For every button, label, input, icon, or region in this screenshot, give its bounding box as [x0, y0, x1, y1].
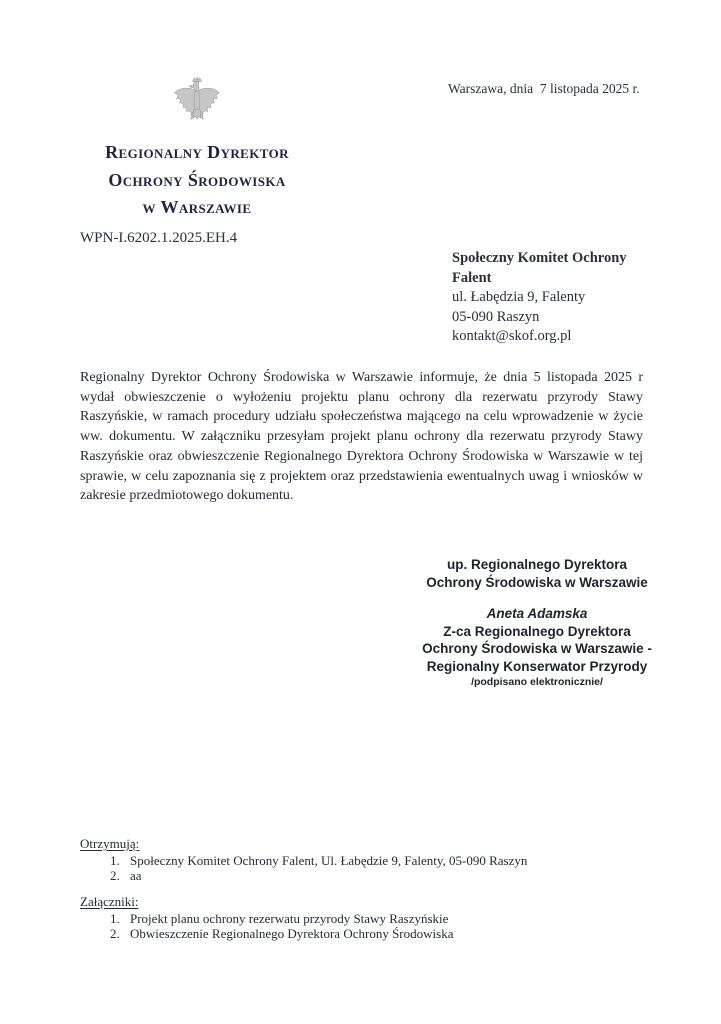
org-title-line-2: Ochrony Środowiska	[108, 169, 286, 190]
date-line: Warszawa, dnia 7 listopada 2025 r.	[448, 81, 640, 96]
recipient-city: 05-090 Raszyn	[452, 308, 540, 325]
recipient-block	[452, 249, 627, 347]
attachments-list-heading: Załączniki:	[80, 894, 139, 909]
signature-block	[370, 556, 704, 689]
org-title	[52, 139, 342, 222]
signature-authority-line-1: up. Regionalnego Dyrektora	[446, 557, 628, 572]
attachments-list	[80, 894, 453, 942]
recipient-name-line-1: Społeczny Komitet Ochrony	[452, 250, 627, 266]
org-title-line-3: w Warszawie	[142, 197, 252, 217]
signed-electronically-note: /podpisano elektronicznie/	[471, 676, 603, 688]
list-item: 2. aa	[123, 868, 527, 884]
list-item: 2. Obwieszczenie Regionalnego Dyrektora Ochrony Środowiska	[123, 926, 453, 942]
polish-eagle-icon	[170, 74, 224, 130]
list-item: 1. Projekt planu ochrony rezerwatu przyrody Stawy Raszyńskie	[123, 911, 453, 927]
list-item: 1. Społeczny Komitet Ochrony Falent, Ul. Łabędzie 9, Falenty, 05-090 Raszyn	[123, 853, 527, 869]
signer-title-line-2: Ochrony Środowiska w Warszawie -	[422, 641, 652, 656]
reference-number: WPN-I.6202.1.2025.EH.4	[80, 230, 238, 246]
signer-title-line-1: Z-ca Regionalnego Dyrektora	[443, 623, 631, 639]
recipients-list-items	[80, 853, 527, 884]
body-paragraph: Regionalny Dyrektor Ochrony Środowiska w Warszawie informuje, że dnia 5 listopada 2025 r wydał obwieszczenie o wyłożeniu projektu planu ochrony dla rezerwatu przyrody Stawy Raszyńskie, w ramach procedury udziału społeczeństwa mającego na celu wprowadzenie w życie ww. dokumentu. W załączniku przesyłam projekt planu ochrony dla rezerwatu przyrody Stawy Raszyńskie oraz obwieszczenie Regionalnego Dyrektora Ochrony Środowiska w Warszawie w tej sprawie, w celu zapoznania się z projektem oraz przedstawienia ewentualnych uwag i wniosków w zakresie przedmiotowego dokumentu.	[80, 370, 643, 504]
recipient-email: kontakt@skof.org.pl	[452, 328, 572, 344]
recipients-list-heading: Otrzymują:	[80, 836, 140, 851]
signer-name: Aneta Adamska	[486, 606, 588, 621]
signature-authority-line-2: Ochrony Środowiska w Warszawie	[426, 574, 648, 590]
attachments-list-items	[80, 911, 453, 942]
recipients-list	[80, 836, 527, 884]
org-title-line-1: Regionalny Dyrektor	[105, 142, 289, 162]
recipient-name-line-2: Falent	[452, 269, 492, 286]
recipient-street: ul. Łabędzia 9, Falenty	[452, 289, 586, 305]
signer-title-line-3: Regionalny Konserwator Przyrody	[426, 658, 648, 674]
